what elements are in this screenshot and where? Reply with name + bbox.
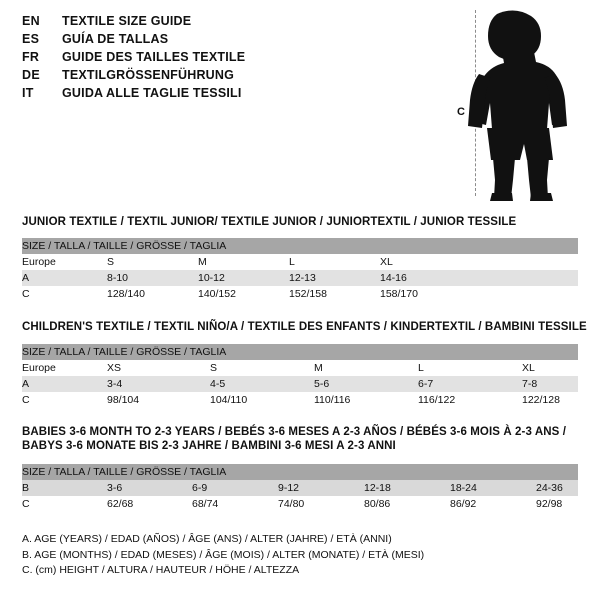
guide-title: GUÍA DE TALLAS [62, 32, 169, 46]
cell: 4-5 [210, 376, 314, 392]
cell: 14-16 [380, 270, 471, 286]
header-row [22, 50, 442, 68]
row-label: C [22, 286, 107, 302]
cell: 24-36 [536, 480, 578, 496]
header-row [22, 68, 442, 86]
babies-size-table [22, 464, 578, 512]
language-code: FR [22, 50, 40, 64]
section-title-children: CHILDREN'S TEXTILE / TEXTIL NIÑO/A / TEXTILE DES ENFANTS / KINDERTEXTIL / BAMBINI TESSILE [22, 321, 587, 333]
cell: 3-4 [107, 376, 210, 392]
table-row [22, 392, 578, 408]
language-title-block [22, 14, 442, 104]
children-size-table [22, 344, 578, 408]
table-row [22, 496, 578, 512]
table-row [22, 254, 578, 270]
table-header-row [22, 464, 578, 480]
size-header-label: SIZE / TALLA / TAILLE / GRÖSSE / TAGLIA [22, 344, 578, 360]
cell: XL [522, 360, 578, 376]
size-header-label: SIZE / TALLA / TAILLE / GRÖSSE / TAGLIA [22, 464, 578, 480]
cell: 6-7 [418, 376, 522, 392]
language-code: EN [22, 14, 40, 28]
table-row [22, 270, 578, 286]
section-title-babies-line2: BABYS 3-6 MONATE BIS 2-3 JAHRE / BAMBINI 3-6 MESI A 2-3 ANNI [22, 440, 396, 452]
table-header-row [22, 344, 578, 360]
table-row [22, 360, 578, 376]
cell: 74/80 [278, 496, 364, 512]
cell: 68/74 [192, 496, 278, 512]
cell: 12-13 [289, 270, 380, 286]
junior-size-table [22, 238, 578, 302]
cell: 3-6 [107, 480, 192, 496]
language-code: DE [22, 68, 40, 82]
cell: XS [107, 360, 210, 376]
footnote-a: A. AGE (YEARS) / EDAD (AÑOS) / ÂGE (ANS) / ALTER (JAHRE) / ETÀ (ANNI) [22, 533, 392, 545]
footnote-c: C. (cm) HEIGHT / ALTURA / HAUTEUR / HÖHE / ALTEZZA [22, 564, 300, 576]
footnotes [22, 532, 424, 579]
cell-empty [471, 286, 578, 302]
row-label: Europe [22, 254, 107, 270]
table-header-row [22, 238, 578, 254]
cell: L [289, 254, 380, 270]
guide-title: TEXTILGRÖSSENFÜHRUNG [62, 68, 235, 82]
cell: 8-10 [107, 270, 198, 286]
child-silhouette-icon [455, 8, 590, 203]
cell: 128/140 [107, 286, 198, 302]
section-title-babies-line1: BABIES 3-6 MONTH TO 2-3 YEARS / BEBÉS 3-6 MESES A 2-3 AÑOS / BÉBÉS 3-6 MOIS À 2-3 ANS / [22, 426, 566, 438]
cell: M [314, 360, 418, 376]
cell: S [107, 254, 198, 270]
size-header-label: SIZE / TALLA / TAILLE / GRÖSSE / TAGLIA [22, 238, 578, 254]
cell: 7-8 [522, 376, 578, 392]
cell: XL [380, 254, 471, 270]
cell: 10-12 [198, 270, 289, 286]
footnote-b: B. AGE (MONTHS) / EDAD (MESES) / ÂGE (MOIS) / ALTER (MONATE) / ETÀ (MESI) [22, 548, 425, 561]
guide-title: TEXTILE SIZE GUIDE [62, 14, 192, 28]
cell: 104/110 [210, 392, 314, 408]
cell: 80/86 [364, 496, 450, 512]
table-row [22, 376, 578, 392]
cell: 12-18 [364, 480, 450, 496]
cell: 110/116 [314, 392, 418, 408]
cell: 5-6 [314, 376, 418, 392]
row-label: A [22, 270, 107, 286]
row-label: C [22, 392, 107, 408]
language-code: ES [22, 32, 40, 46]
cell: L [418, 360, 522, 376]
cell: 9-12 [278, 480, 364, 496]
cell: 122/128 [522, 392, 578, 408]
cell: 92/98 [536, 496, 578, 512]
header-row [22, 32, 442, 50]
language-code: IT [22, 86, 34, 100]
cell: 140/152 [198, 286, 289, 302]
cell-empty [471, 270, 578, 286]
cell: S [210, 360, 314, 376]
section-title-junior: JUNIOR TEXTILE / TEXTIL JUNIOR/ TEXTILE JUNIOR / JUNIORTEXTIL / JUNIOR TESSILE [22, 216, 517, 228]
guide-title: GUIDE DES TAILLES TEXTILE [62, 50, 246, 64]
measure-label-c: C [457, 106, 465, 118]
row-label: C [22, 496, 107, 512]
cell: 152/158 [289, 286, 380, 302]
cell-empty [471, 254, 578, 270]
cell: 158/170 [380, 286, 471, 302]
table-row [22, 286, 578, 302]
cell: 98/104 [107, 392, 210, 408]
cell: 62/68 [107, 496, 192, 512]
cell: 6-9 [192, 480, 278, 496]
row-label: B [22, 480, 107, 496]
section-title-babies [22, 425, 566, 453]
header-row [22, 86, 442, 104]
row-label: A [22, 376, 107, 392]
table-row [22, 480, 578, 496]
row-label: Europe [22, 360, 107, 376]
cell: 116/122 [418, 392, 522, 408]
guide-title: GUIDA ALLE TAGLIE TESSILI [62, 86, 242, 100]
cell: 18-24 [450, 480, 536, 496]
cell: M [198, 254, 289, 270]
header-row [22, 14, 442, 32]
cell: 86/92 [450, 496, 536, 512]
